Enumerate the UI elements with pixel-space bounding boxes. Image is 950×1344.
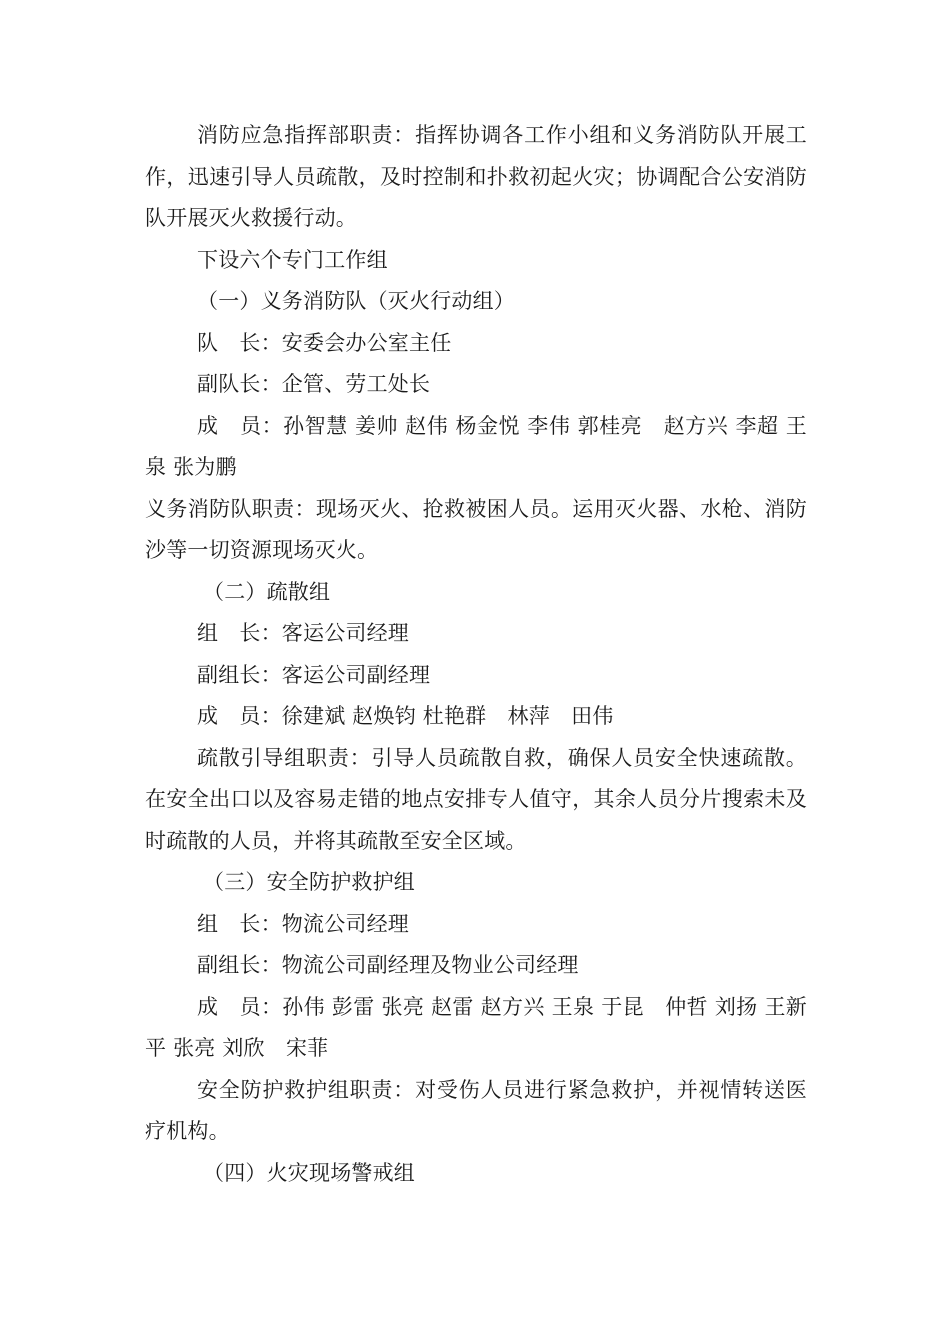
group-3-deputy-leader: 副组长：物流公司副经理及物业公司经理 [197,953,579,977]
working-groups-intro: 下设六个专门工作组 [197,247,388,272]
command-duties-paragraph: 消防应急指挥部职责：指挥协调各工作小组和义务消防队开展工作，迅速引导人员疏散，及时控制和扑救初起火灾；协调配合公安消防队开展灭火救援行动。 [145,123,807,230]
group-1-deputy-leader: 副队长：企管、劳工处长 [197,372,431,396]
group-3-heading: （三）安全防护救护组 [203,870,415,894]
document-body [145,115,807,1194]
group-1-heading: （一）义务消防队（灭火行动组） [197,289,515,313]
group-2-members: 成 员：徐建斌 赵焕钧 杜艳群 林萍 田伟 [197,704,614,728]
group-1-members: 成 员：孙智慧 姜帅 赵伟 杨金悦 李伟 郭桂亮 赵方兴 李超 王泉 张为鹏 [145,413,807,479]
group-3-members: 成 员：孙伟 彭雷 张亮 赵雷 赵方兴 王泉 于昆 仲哲 刘扬 王新平 张亮 刘欣 宋菲 [145,994,807,1060]
group-3-duties: 安全防护救护组职责：对受伤人员进行紧急救护，并视情转送医疗机构。 [145,1077,807,1143]
group-2-heading: （二）疏散组 [203,579,331,604]
group-2-duties: 疏散引导组职责：引导人员疏散自救，确保人员安全快速疏散。在安全出口以及容易走错的地点安排专人值守，其余人员分片搜索未及时疏散的人员，并将其疏散至安全区域。 [145,745,807,853]
group-4-heading: （四）火灾现场警戒组 [203,1160,415,1185]
group-1-leader: 队 长：安委会办公室主任 [197,330,452,355]
group-1-duties: 义务消防队职责：现场灭火、抢救被困人员。运用灭火器、水枪、消防沙等一切资源现场灭火。 [145,496,807,562]
group-2-leader: 组 长：客运公司经理 [197,621,409,645]
group-3-leader: 组 长：物流公司经理 [197,911,409,936]
group-2-deputy-leader: 副组长：客运公司副经理 [197,662,431,687]
